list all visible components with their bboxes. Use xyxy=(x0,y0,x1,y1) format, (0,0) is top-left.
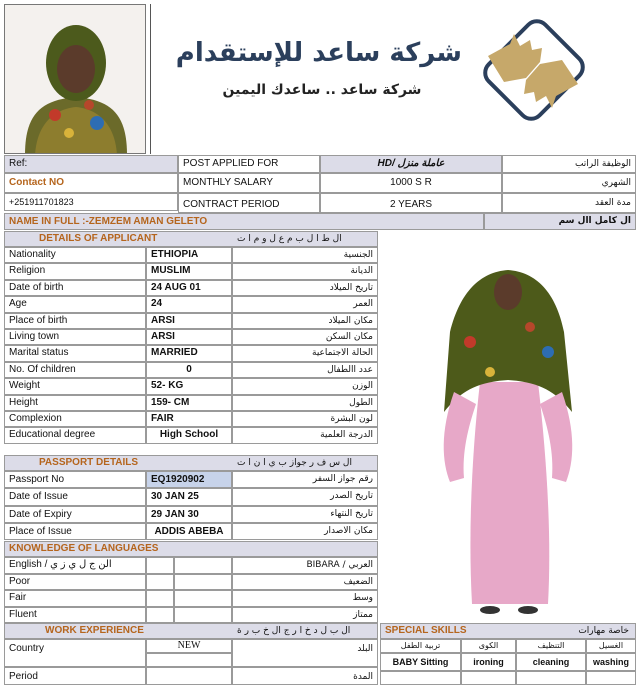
period-value: 2 YEARS xyxy=(320,193,502,213)
applicant-row-label: Educational degree xyxy=(4,427,146,443)
language-check-b xyxy=(174,574,232,591)
applicant-row-ar: الطول xyxy=(232,395,378,411)
skill-ar-label: تربية الطفل xyxy=(380,639,461,653)
applicant-row-value: High School xyxy=(146,427,232,443)
period-row-value xyxy=(146,667,232,685)
applicant-title: DETAILS OF APPLICANT xyxy=(39,233,158,244)
applicant-row-label: Age xyxy=(4,296,146,312)
ref-label: Ref: xyxy=(4,155,178,173)
period-ar: مدة العقد xyxy=(502,193,636,213)
language-check-b xyxy=(174,557,232,574)
passport-row-value: 29 JAN 30 xyxy=(146,506,232,523)
applicant-row-value: 24 AUG 01 xyxy=(146,280,232,296)
language-check-b xyxy=(174,590,232,607)
company-slogan: شركة ساعد .. ساعدك اليمين xyxy=(222,82,422,98)
contact-value: +251911701823 xyxy=(4,193,178,211)
passport-title-ar: ال س ف ر جواز ب ي ا ن ا ت xyxy=(237,458,352,468)
applicant-row-value: ARSI xyxy=(146,313,232,329)
period-label: CONTRACT PERIOD xyxy=(178,193,320,213)
work-title-ar: ال ب ل د خ ا ر ج ال خ ب ر ة xyxy=(237,626,351,636)
passport-row-label: Date of Issue xyxy=(4,488,146,505)
applicant-row-label: Nationality xyxy=(4,247,146,263)
skill-item: washing xyxy=(586,653,636,671)
work-section-title xyxy=(4,623,378,639)
passport-row-label: Passport No xyxy=(4,471,146,488)
passport-row-ar: تاريخ النتهاء xyxy=(232,506,378,523)
language-row-ar: وسط xyxy=(232,590,378,607)
applicant-row-label: Date of birth xyxy=(4,280,146,296)
language-row-label: Fluent xyxy=(4,607,146,624)
period-row-ar: المدة xyxy=(232,667,378,685)
applicant-row-ar: مكان السكن xyxy=(232,329,378,345)
languages-title: KNOWLEDGE OF LANGUAGES xyxy=(4,541,378,557)
applicant-row-value: ETHIOPIA xyxy=(146,247,232,263)
photo-divider xyxy=(150,4,151,154)
skill-item: BABY Sitting xyxy=(380,653,461,671)
work-title: WORK EXPERIENCE xyxy=(45,625,144,636)
applicant-row-ar: عدد االطفال xyxy=(232,362,378,378)
applicant-section-title xyxy=(4,231,378,247)
skills-title-ar: خاصة مهارات xyxy=(578,626,629,636)
language-row-label: Poor xyxy=(4,574,146,591)
applicant-row-ar: مكان الميلاد xyxy=(232,313,378,329)
language-check-a xyxy=(146,574,174,591)
applicant-title-ar: ال ط ا ل ب م ع ل و م ا ت xyxy=(237,234,342,244)
applicant-row-value: 24 xyxy=(146,296,232,312)
skill-check xyxy=(516,671,586,685)
salary-value: 1000 S R xyxy=(320,173,502,193)
language-row-ar: ممتاز xyxy=(232,607,378,624)
applicant-row-value: MUSLIM xyxy=(146,263,232,279)
passport-row-label: Date of Expiry xyxy=(4,506,146,523)
company-name: شركة ساعد للإستقدام xyxy=(175,38,462,68)
applicant-row-ar: العمر xyxy=(232,296,378,312)
language-check-a xyxy=(146,557,174,574)
applicant-row-label: Weight xyxy=(4,378,146,394)
applicant-row-ar: الدرجة العلمية xyxy=(232,427,378,443)
applicant-row-ar: الوزن xyxy=(232,378,378,394)
skill-ar-label: الكوى xyxy=(461,639,516,653)
applicant-portrait-small xyxy=(4,4,146,154)
language-row-ar: العربي / BIBARA xyxy=(232,557,378,574)
applicant-row-value: 52- KG xyxy=(146,378,232,394)
language-check-a xyxy=(146,607,174,624)
skills-section-title xyxy=(380,623,636,639)
applicant-row-value: 159- CM xyxy=(146,395,232,411)
full-name-ar: ال كامل اال سم xyxy=(484,213,636,230)
country-value-empty xyxy=(146,653,232,667)
applicant-row-label: No. Of children xyxy=(4,362,146,378)
language-row-label: English / الن ج ل ي ز ي xyxy=(4,557,146,574)
passport-row-value: ADDIS ABEBA xyxy=(146,523,232,540)
hands-logo-icon xyxy=(470,16,596,134)
skills-title: SPECIAL SKILLS xyxy=(385,625,467,636)
salary-ar: الشهري xyxy=(502,173,636,193)
applicant-row-value: MARRIED xyxy=(146,345,232,361)
passport-row-value: EQ1920902 xyxy=(146,471,232,488)
post-label: POST APPLIED FOR xyxy=(178,155,320,173)
applicant-row-ar: لون البشرة xyxy=(232,411,378,427)
language-row-label: Fair xyxy=(4,590,146,607)
post-value: HD/ عاملة منزل xyxy=(320,155,502,173)
applicant-row-label: Religion xyxy=(4,263,146,279)
applicant-row-ar: الجنسية xyxy=(232,247,378,263)
passport-row-value: 30 JAN 25 xyxy=(146,488,232,505)
country-value: NEW xyxy=(146,639,232,653)
skill-check xyxy=(586,671,636,685)
language-check-a xyxy=(146,590,174,607)
passport-row-ar: رقم جواز السفر xyxy=(232,471,378,488)
company-header xyxy=(152,4,604,154)
applicant-row-label: Complexion xyxy=(4,411,146,427)
applicant-row-label: Place of birth xyxy=(4,313,146,329)
passport-row-label: Place of Issue xyxy=(4,523,146,540)
applicant-row-ar: الحالة الاجتماعية xyxy=(232,345,378,361)
applicant-row-value: ARSI xyxy=(146,329,232,345)
salary-label: MONTHLY SALARY xyxy=(178,173,320,193)
applicant-full-photo xyxy=(380,232,636,620)
applicant-row-ar: تاريخ الميلاد xyxy=(232,280,378,296)
skill-ar-label: الغسيل xyxy=(586,639,636,653)
passport-title: PASSPORT DETAILS xyxy=(39,457,139,468)
contact-label: Contact NO xyxy=(4,173,178,193)
language-row-ar: الضعيف xyxy=(232,574,378,591)
applicant-row-ar: الديانة xyxy=(232,263,378,279)
passport-row-ar: تاريخ الصدر xyxy=(232,488,378,505)
applicant-row-value: FAIR xyxy=(146,411,232,427)
country-ar: البلد xyxy=(232,639,378,667)
skill-ar-label: التنظيف xyxy=(516,639,586,653)
applicant-row-label: Marital status xyxy=(4,345,146,361)
period-row-label: Period xyxy=(4,667,146,685)
skill-item: ironing xyxy=(461,653,516,671)
applicant-row-value: 0 xyxy=(146,362,232,378)
applicant-row-label: Living town xyxy=(4,329,146,345)
skill-item: cleaning xyxy=(516,653,586,671)
full-name: NAME IN FULL :-ZEMZEM AMAN GELETO xyxy=(4,213,484,230)
passport-section-title xyxy=(4,455,378,471)
country-label: Country xyxy=(4,639,146,667)
post-ar: الوظيفة الراتب xyxy=(502,155,636,173)
skill-check xyxy=(461,671,516,685)
skill-check xyxy=(380,671,461,685)
passport-row-ar: مكان الاصدار xyxy=(232,523,378,540)
applicant-row-label: Height xyxy=(4,395,146,411)
language-check-b xyxy=(174,607,232,624)
